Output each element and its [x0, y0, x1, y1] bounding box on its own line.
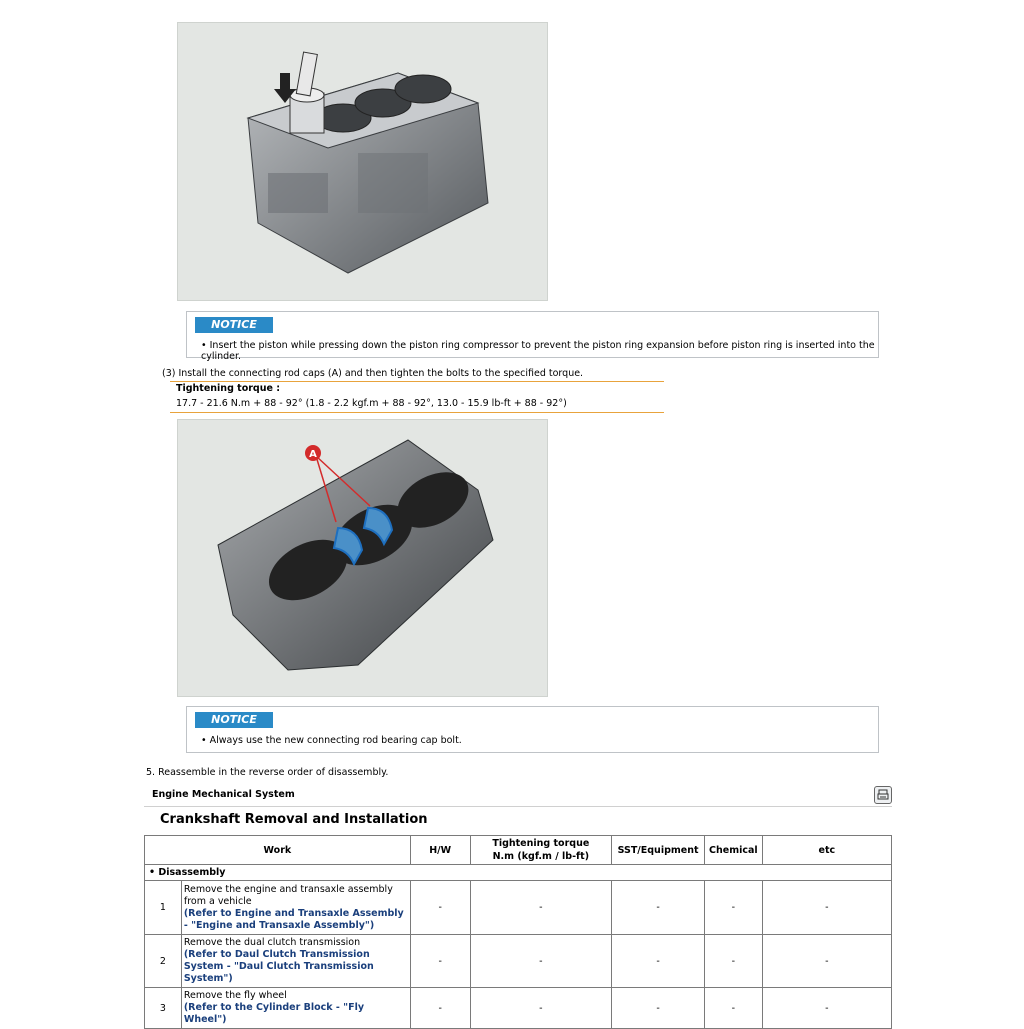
step-3-text: (3) Install the connecting rod caps (A) and then tighten the bolts to the specified torque.: [162, 368, 584, 379]
notice-text: • Always use the new connecting rod bearing cap bolt.: [201, 735, 462, 746]
row-etc: -: [762, 935, 891, 988]
notice-box-2: [186, 706, 879, 753]
row-sst: -: [612, 988, 705, 1029]
row-torque: -: [470, 881, 611, 935]
row-reference-link[interactable]: (Refer to the Cylinder Block - "Fly Wheel"): [183, 1002, 365, 1025]
step-5-text: 5. Reassemble in the reverse order of disassembly.: [146, 767, 389, 778]
notice-tag: NOTICE: [195, 317, 273, 333]
row-work-text: Remove the fly wheel: [183, 990, 287, 1001]
row-number: 1: [145, 881, 182, 935]
notice-tag: NOTICE: [195, 712, 273, 728]
header-torque-line2: N.m (kgf.m / lb-ft): [492, 851, 590, 862]
row-work: [181, 881, 410, 935]
print-button[interactable]: [874, 786, 892, 804]
callout-a-label: A: [309, 449, 317, 460]
row-hw: -: [410, 935, 470, 988]
torque-rule-top: [170, 381, 664, 382]
torque-label: Tightening torque :: [176, 383, 281, 394]
header-chemical: Chemical: [705, 836, 763, 865]
cylinder-block-illustration: [178, 23, 547, 300]
table-row: [145, 881, 892, 935]
row-number: 2: [145, 935, 182, 988]
row-chemical: -: [705, 988, 763, 1029]
row-etc: -: [762, 881, 891, 935]
header-work: Work: [145, 836, 411, 865]
torque-value: 17.7 - 21.6 N.m + 88 - 92° (1.8 - 2.2 kgf.m + 88 - 92°, 13.0 - 15.9 lb-ft + 88 - 92°): [176, 398, 567, 409]
row-torque: -: [470, 988, 611, 1029]
system-label: Engine Mechanical System: [152, 789, 295, 800]
row-chemical: -: [705, 935, 763, 988]
rod-caps-figure: [177, 419, 548, 697]
header-hw: H/W: [410, 836, 470, 865]
group-label: • Disassembly: [145, 865, 892, 881]
page-title: Crankshaft Removal and Installation: [160, 812, 428, 827]
row-hw: -: [410, 881, 470, 935]
crankcase-illustration: [178, 420, 547, 696]
row-hw: -: [410, 988, 470, 1029]
table-row: [145, 988, 892, 1029]
header-sst: SST/Equipment: [612, 836, 705, 865]
print-icon: [875, 787, 891, 803]
row-work: [181, 988, 410, 1029]
notice-box-1: [186, 311, 879, 362]
row-etc: -: [762, 988, 891, 1029]
row-sst: -: [612, 935, 705, 988]
row-work-text: Remove the dual clutch transmission: [183, 937, 361, 948]
row-sst: -: [612, 881, 705, 935]
row-number: 3: [145, 988, 182, 1029]
header-torque-line1: Tightening torque: [492, 838, 590, 849]
row-chemical: -: [705, 881, 763, 935]
section-divider: [144, 806, 892, 807]
table-row: [145, 935, 892, 988]
row-torque: -: [470, 935, 611, 988]
header-torque: [470, 836, 611, 865]
row-work-text: Remove the engine and transaxle assembly from a vehicle: [183, 883, 393, 907]
work-table: [144, 835, 892, 1029]
notice-text: • Insert the piston while pressing down the piston ring compressor to prevent the piston ring expansion before piston ring is inserted into the cylinder.: [201, 340, 875, 362]
torque-rule-bottom: [170, 412, 664, 413]
row-work: [181, 935, 410, 988]
header-etc: etc: [762, 836, 891, 865]
table-group-row: [145, 865, 892, 881]
table-header-row: [145, 836, 892, 865]
piston-install-figure: [177, 22, 548, 301]
row-reference-link[interactable]: (Refer to Daul Clutch Transmission System - "Daul Clutch Transmission System"): [183, 949, 374, 984]
row-reference-link[interactable]: (Refer to Engine and Transaxle Assembly - "Engine and Transaxle Assembly"): [183, 907, 404, 931]
